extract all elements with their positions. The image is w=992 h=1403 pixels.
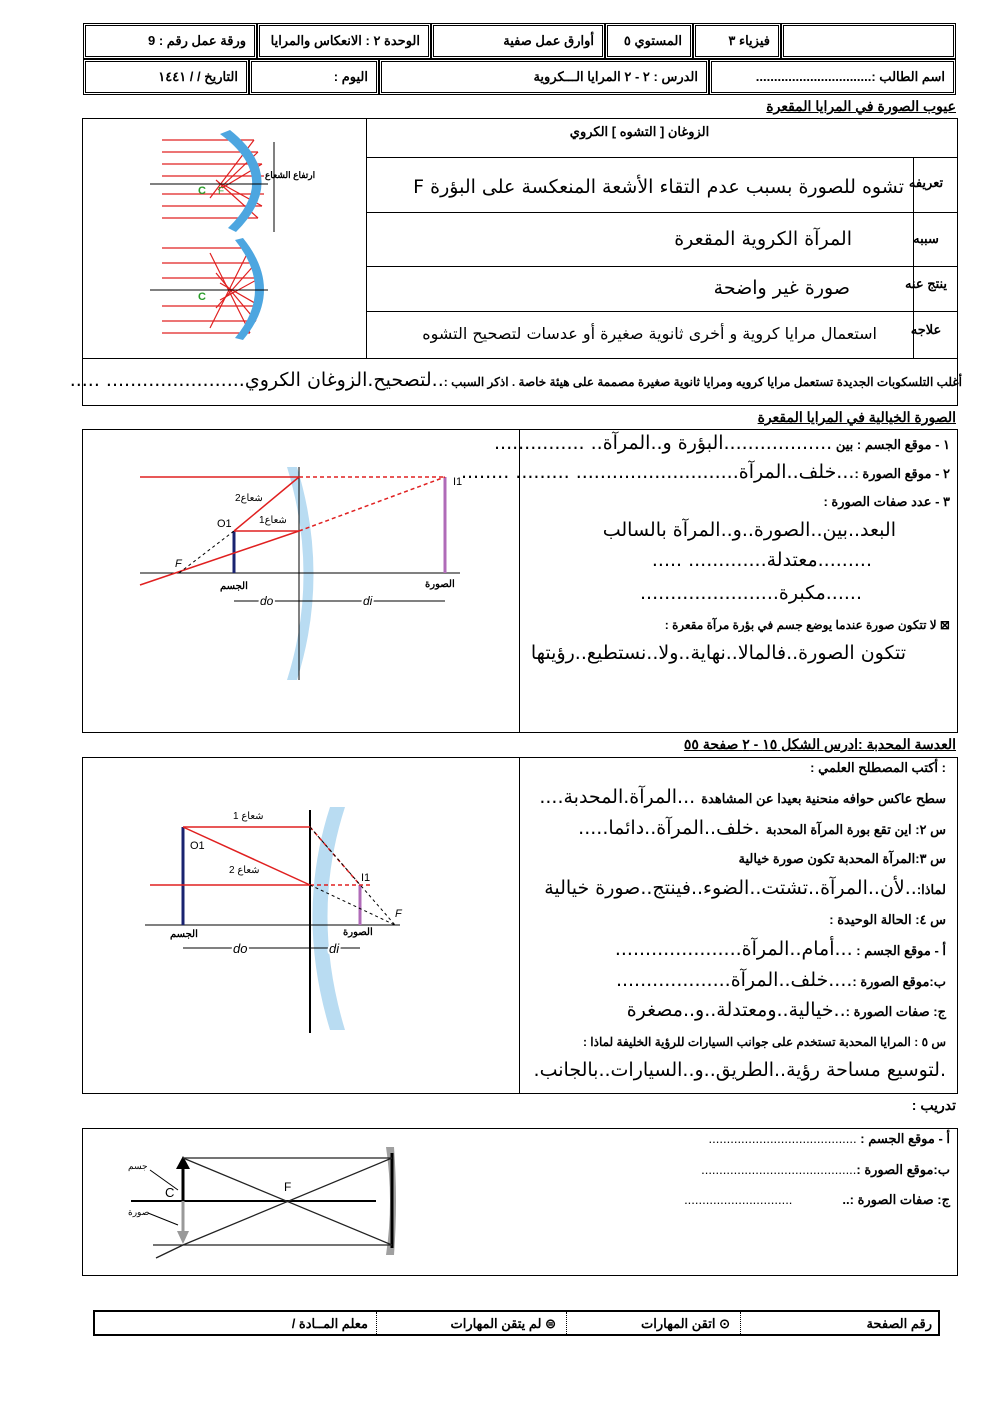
treatment-answer[interactable]: استعمال مرايا كروية و أخرى ثانوية صغيرة أو عدسات لتصحيح التشوه [422,324,877,343]
focus-location-q: س ٢: اين تقع بورة المرآة المحدبة .خلف..المرآة..دائما..... [578,817,946,839]
definition-answer[interactable]: تشوه للصورة بسبب عدم التقاء الأشعة المنعكسة على البؤرة F [413,176,904,198]
svg-text:الجسم: الجسم [170,929,198,940]
day[interactable]: اليوم : [251,61,377,93]
cause-answer[interactable]: المرآة الكروية المقعرة [674,228,852,250]
svg-text:di: di [363,594,373,608]
svg-text:الصورة: الصورة [343,927,373,938]
object-position-q: ١ - موقع الجسم : بين ..................البؤرة و..المرآة.. ............... [493,432,950,454]
c-label: C [198,185,206,197]
term-instruction: : أكتب المصطلح العلمي : [810,760,946,775]
svg-text:O1: O1 [217,518,232,530]
property-answer[interactable]: ......مكبرة....................... [640,582,862,604]
not-mastered-option[interactable]: ⊜ لم يتقن المهارات [450,1316,556,1331]
svg-text:F: F [284,1180,292,1194]
worksheet-type: أوارق عمل صفية [433,25,603,57]
virtual-image-q: س ٣:المرآة المحدبة تكون صورة خيالية [738,851,946,866]
focus-answer[interactable]: تتكون الصورة..فالمالا..نهاية..ولا..نستطيع..رؤيتها [530,642,906,664]
svg-text:C: C [165,1185,175,1200]
svg-text:شعاع1: شعاع1 [259,515,287,526]
property-answer[interactable]: .........معتدلة............. ..... [651,549,872,571]
date[interactable]: التاريخ / / ١٤٤١ [85,61,247,93]
section-title-aberration: عيوب الصورة في المرايا المقعرة [766,98,956,114]
focus-question: ⊠ لا تتكون صورة عندما يوضع جسم في بؤرة مرآة مقعرة : [664,618,950,632]
term-answer[interactable]: ...المرآة.المحدبة.... [539,786,702,808]
svg-text:الجسم: الجسم [220,581,248,592]
row-label: تعريفه [908,175,944,190]
svg-text:شعاع 2: شعاع 2 [229,865,260,876]
object-pos-q: أ - موقع الجسم : ...أمام..المرآة..................... [614,938,946,960]
ray-height-label: ارتفاع الشعاع [264,170,316,180]
property-answer[interactable]: البعد..بين..الصورة..و..المرآة بالسالب [602,519,896,541]
svg-text:F: F [218,186,225,197]
focus-location-answer[interactable]: .خلف..المرآة..دائما..... [578,817,766,839]
subject: فيزياء ٣ [695,25,779,57]
image-pos-q: ب:موقع الصورة :....خلف..المرآة................... [615,969,946,991]
svg-text:do: do [260,594,274,608]
concave-mirror-diagram [135,465,475,685]
svg-text:F: F [395,908,402,920]
object-pos-answer[interactable]: ...أمام..المرآة..................... [614,938,853,960]
spherical-aberration-diagram [150,128,316,343]
image-props-q: ج: صفات الصورة :..خيالية..ومعتدلة..و..مصغرة [626,999,946,1021]
practice-object-q: أ - موقع الجسم : ......................................... [708,1131,950,1146]
svg-text:O1: O1 [190,840,205,852]
convex-mirror-diagram [145,805,415,1035]
image-pos-answer[interactable]: ....خلف..المرآة................... [615,969,853,991]
only-case-q: س ٤: الحالة الوحيدة : [829,912,946,927]
term-question: سطح عاكس حوافه منحنية بعيدا عن المشاهدة ...المرآة.المحدبة.... [539,786,946,808]
telescope-question: أغلب التلسكوبات الجديدة تستعمل مرايا كرويه ومرايا ثانوية صغيرة مصممة على هيئة خاصة . اذكر السبب :..لتصحيح.الزوغان الكروي....................... ..... [69,369,962,391]
unit: الوحدة ٢ : الانعكاس والمرايا [259,25,429,57]
practice-image-q: ب:موقع الصورة :........................................... [701,1162,950,1177]
image-properties-q: ٣ - عدد صفات الصورة : [823,494,950,509]
svg-text:الصورة: الصورة [425,579,455,590]
lesson: الدرس : ٢ - ٢ المرايا الـــكروية [381,61,707,93]
blank-cell [783,25,954,57]
image-props-answer[interactable]: ..خيالية..ومعتدلة..و..مصغرة [626,999,846,1021]
svg-text:F: F [175,558,182,570]
section-title-virtual-image: الصورة الخيالية في المرايا المقعرة [757,409,956,425]
mastered-option[interactable]: ⊙ اتقن المهارات [641,1316,730,1331]
teacher-label: معلم المــادة / [291,1316,368,1331]
why-answer[interactable]: ..لأن..المرآة..تشتت..الضوء..فينتج..صورة خيالية [544,877,917,899]
row-label: علاجه [910,322,942,337]
row-label: سببه [913,231,939,246]
level: المستوي ٥ [607,25,691,57]
svg-text:شعاع2: شعاع2 [235,493,263,504]
image-position-q: ٢ - موقع الصورة :...خلف..المرآة........................... ......... ........ [460,461,950,483]
svg-text:I1: I1 [361,872,371,884]
practice-props-answer[interactable]: .............................. [684,1192,793,1207]
svg-text:C: C [198,291,206,303]
svg-text:شعاع 1: شعاع 1 [233,811,264,822]
svg-text:I1: I1 [453,476,463,488]
practice-diagram [128,1145,408,1260]
why-q: لماذا:..لأن..المرآة..تشتت..الضوء..فينتج..صورة خيالية [544,877,946,899]
page-number-label: رقم الصفحة [866,1316,932,1331]
student-name[interactable]: اسم الطالب :................................ [711,61,954,93]
object-position-answer[interactable]: ..................البؤرة و..المرآة.. ............... [493,432,833,454]
practice-image-answer[interactable]: ........................................... [701,1162,857,1177]
practice-props-q: ج: صفات الصورة :................................ [684,1192,950,1207]
aberration-heading: الزوغان [ التشوه ] الكروي [569,124,710,139]
image-position-answer[interactable]: ...خلف..المرآة........................... ......... ........ [460,461,855,483]
result-answer[interactable]: صورة غير واضحة [713,277,850,299]
svg-text:صورة: صورة [128,1207,150,1217]
telescope-answer[interactable]: ..لتصحيح.الزوغان الكروي....................... ..... [69,369,444,391]
svg-text:do: do [233,941,248,956]
section-title-practice: تدريب : [911,1097,956,1113]
svg-text:جسم: جسم [128,1161,148,1171]
practice-object-answer[interactable]: ......................................... [708,1131,857,1146]
worksheet-number: ورقة عمل رقم : 9 [85,25,255,57]
row-label: ينتج عنه [904,276,948,291]
car-mirror-q: س ٥ : المرايا المحدبة تستخدم على جوانب السيارات للرؤية الخليفة لماذا : [582,1035,946,1049]
car-mirror-answer[interactable]: .لتوسيع مساحة رؤية..الطريق..و..السيارات..بالجانب. [533,1059,946,1081]
svg-text:di: di [329,941,340,956]
section-title-convex: العدسة المحدبة :ادرس الشكل ١٥ - ٢ صفحة ٥٥ [683,736,956,752]
